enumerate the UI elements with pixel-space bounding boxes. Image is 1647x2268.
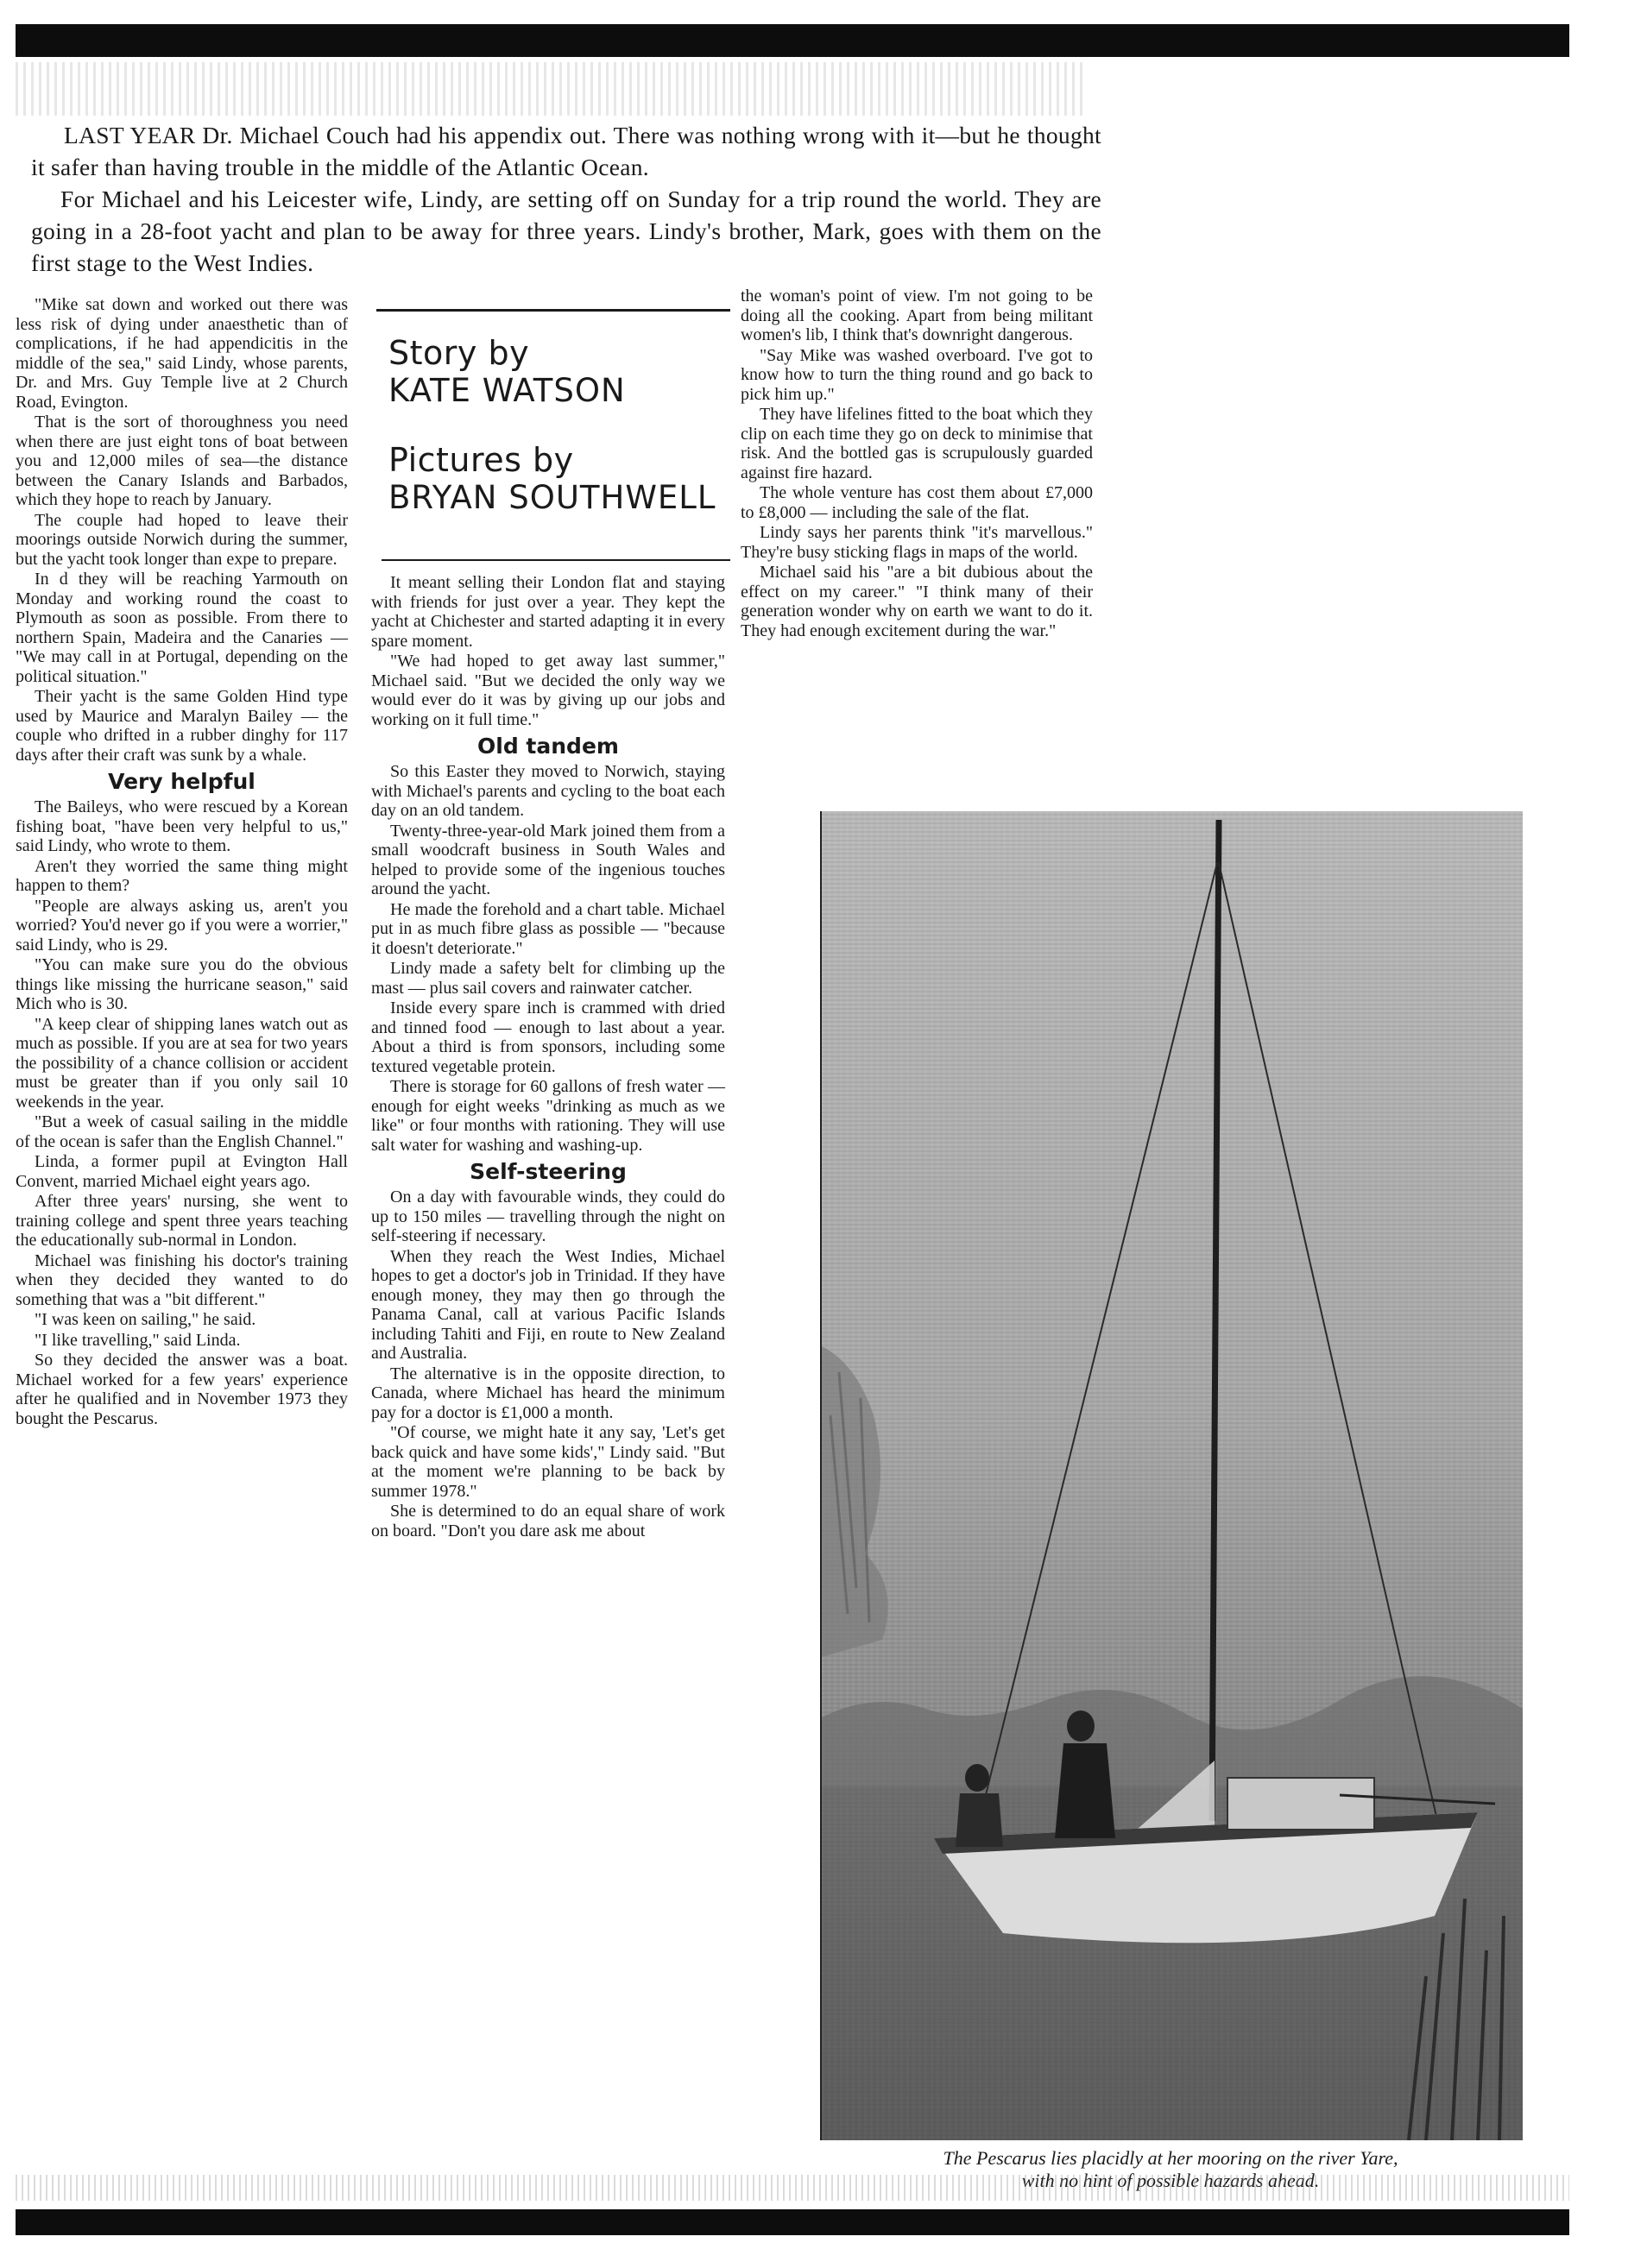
scan-top-bar — [16, 24, 1569, 57]
paragraph: Their yacht is the same Golden Hind type used by Maurice and Maralyn Bailey — the couple who drifted in a rubber dinghy for 117 days after their craft was sunk by a whale. — [16, 687, 348, 765]
byline-story-author: KATE WATSON — [388, 372, 626, 409]
paragraph: He made the forehold and a chart table. Michael put in as much fibre glass as possible — "because it doesn't deteriorate." — [371, 899, 725, 958]
scan-noise-top — [16, 62, 1086, 116]
paragraph: "But a week of casual sailing in the middle of the ocean is safer than the English Channel." — [16, 1112, 348, 1151]
byline-box — [376, 309, 730, 560]
paragraph: Linda, a former pupil at Evington Hall Convent, married Michael eight years ago. — [16, 1152, 348, 1191]
paragraph: When they reach the West Indies, Michael hopes to get a doctor's job in Trinidad. If they have enough money, they may then go through the Panama Canal, call at various Pacific Islands including Tahiti and Fiji, en route to New Zealand and Australia. — [371, 1246, 725, 1363]
paragraph: It meant selling their London flat and staying with friends for just over a year. They kept the yacht at Chichester and started adapting it in every spare moment. — [371, 573, 725, 651]
paragraph: "People are always asking us, aren't you worried? You'd never go if you were a worrier," said Lindy, who is 29. — [16, 896, 348, 954]
subheading-self-steering: Self-steering — [470, 1159, 627, 1184]
paragraph: Twenty-three-year-old Mark joined them from a small woodcraft business in South Wales and helped to provide some of the ingenious touches around the yacht. — [371, 821, 725, 898]
article-intro — [31, 119, 1101, 279]
intro-paragraph-2: For Michael and his Leicester wife, Lindy, are setting off on Sunday for a trip round the world. They are going in a 28-foot yacht and plan to be away for three years. Lindy's brother, Mark, goes with them on the first stage to the West Indies. — [31, 186, 1101, 276]
byline-divider — [382, 559, 730, 561]
scan-bottom-bar — [16, 2209, 1569, 2235]
photo-caption-line-2: with no hint of possible hazards ahead. — [1021, 2170, 1320, 2191]
paragraph: Michael said his "are a bit dubious about the effect on my career." "I think many of their generation wonder why on earth we want to do it. They had enough excitement during the war." — [741, 563, 1093, 640]
paragraph: The Baileys, who were rescued by a Korean fishing boat, "have been very helpful to us," said Lindy, who wrote to them. — [16, 797, 348, 855]
paragraph: That is the sort of thoroughness you need when there are just eight tons of boat between you and 12,000 miles of sea—the distance between the Canary Islands and Barbados, which they hope to reach by January. — [16, 413, 348, 509]
newspaper-clipping — [16, 112, 1561, 2191]
yacht-photo-drawing — [822, 811, 1523, 2140]
intro-paragraph-1: LAST YEAR Dr. Michael Couch had his appendix out. There was nothing wrong with it—but he thought it safer than having trouble in the middle of the Atlantic Ocean. — [31, 122, 1101, 180]
article-column-1 — [16, 295, 348, 1429]
paragraph: On a day with favourable winds, they could do up to 150 miles — travelling through the night on self-steering if necessary. — [371, 1188, 725, 1245]
photo-caption-line-1: The Pescarus lies placidly at her mooring on the river Yare, — [943, 2147, 1398, 2169]
yacht-photograph — [820, 811, 1523, 2140]
paragraph: There is storage for 60 gallons of fresh water — enough for eight weeks "drinking as much as we like" or four months with rationing. They will use salt water for washing and washing-up. — [371, 1077, 725, 1155]
byline-story-label: Story by — [388, 334, 530, 372]
scan-noise-bottom — [16, 2175, 1569, 2201]
paragraph: Inside every spare inch is crammed with dried and tinned food — enough to last about a year. About a third is from sponsors, including some textured vegetable protein. — [371, 999, 725, 1076]
paragraph: She is determined to do an equal share of work on board. "Don't you dare ask me about — [371, 1502, 725, 1540]
paragraph: After three years' nursing, she went to training college and spent three years teaching the educationally sub-normal in London. — [16, 1192, 348, 1250]
paragraph: The whole venture has cost them about £7,000 to £8,000 — including the sale of the flat. — [741, 483, 1093, 522]
paragraph: The alternative is in the opposite direction, to Canada, where Michael has heard the minimum pay for a doctor is £1,000 a month. — [371, 1364, 725, 1422]
article-column-3 — [741, 287, 1093, 641]
paragraph: "Say Mike was washed overboard. I've got to know how to turn the thing round and go back to pick him up." — [741, 345, 1093, 404]
subheading-old-tandem: Old tandem — [477, 734, 619, 759]
paragraph: So this Easter they moved to Norwich, staying with Michael's parents and cycling to the boat each day on an old tandem. — [371, 762, 725, 820]
paragraph: "Of course, we might hate it any say, 'Let's get back quick and have some kids'," Lindy said. "But at the moment we're planning to be back by summer 1978." — [371, 1423, 725, 1501]
paragraph: Aren't they worried the same thing might happen to them? — [16, 856, 348, 895]
paragraph: Michael was finishing his doctor's training when they decided they wanted to do something that was a "bit different." — [16, 1251, 348, 1309]
paragraph: "We had hoped to get away last summer," Michael said. "But we decided the only way we would ever do it was by giving up our jobs and working on it full time." — [371, 652, 725, 729]
paragraph: They have lifelines fitted to the boat which they clip on each time they go on deck to minimise that risk. And the bottled gas is scrupulously guarded against fire hazard. — [741, 405, 1093, 482]
byline-pictures-label: Pictures by — [388, 441, 574, 479]
article-column-2 — [371, 573, 725, 1541]
paragraph: "I like travelling," said Linda. — [35, 1330, 241, 1350]
byline-pictures-author: BRYAN SOUTHWELL — [388, 479, 716, 516]
paragraph: "A keep clear of shipping lanes watch out as much as possible. If you are at sea for two years the possibility of a chance collision or accident must be greater than if you only sail 10 weekends in the year. — [16, 1014, 348, 1112]
paragraph: In d they will be reaching Yarmouth on Monday and working round the coast to Plymouth as soon as possible. From there to northern Spain, Madeira and the Canaries — "We may call in at Portugal, depending on the political situation." — [16, 570, 348, 686]
paragraph: "You can make sure you do the obvious things like missing the hurricane season," said Mich who is 30. — [16, 955, 348, 1013]
paragraph: So they decided the answer was a boat. Michael worked for a few years' experience after he qualified and in November 1973 they bought the Pescarus. — [16, 1351, 348, 1428]
paragraph: The couple had hoped to leave their moorings outside Norwich during the summer, but the yacht took longer than expe to prepare. — [16, 510, 348, 569]
paragraph: Lindy says her parents think "it's marvellous." They're busy sticking flags in maps of the world. — [741, 523, 1093, 562]
paragraph: "Mike sat down and worked out there was less risk of dying under anaesthetic than of complications, if he had appendicitis in the middle of the sea," said Lindy, whose parents, Dr. and Mrs. Guy Temple live at 2 Church Road, Evington. — [16, 295, 348, 412]
paragraph: the woman's point of view. I'm not going to be doing all the cooking. Apart from being militant women's lib, I think that's downright dangerous. — [741, 287, 1093, 344]
subheading-very-helpful: Very helpful — [108, 769, 256, 794]
paragraph: "I was keen on sailing," he said. — [35, 1310, 256, 1329]
paragraph: Lindy made a safety belt for climbing up the mast — plus sail covers and rainwater catcher. — [371, 959, 725, 998]
